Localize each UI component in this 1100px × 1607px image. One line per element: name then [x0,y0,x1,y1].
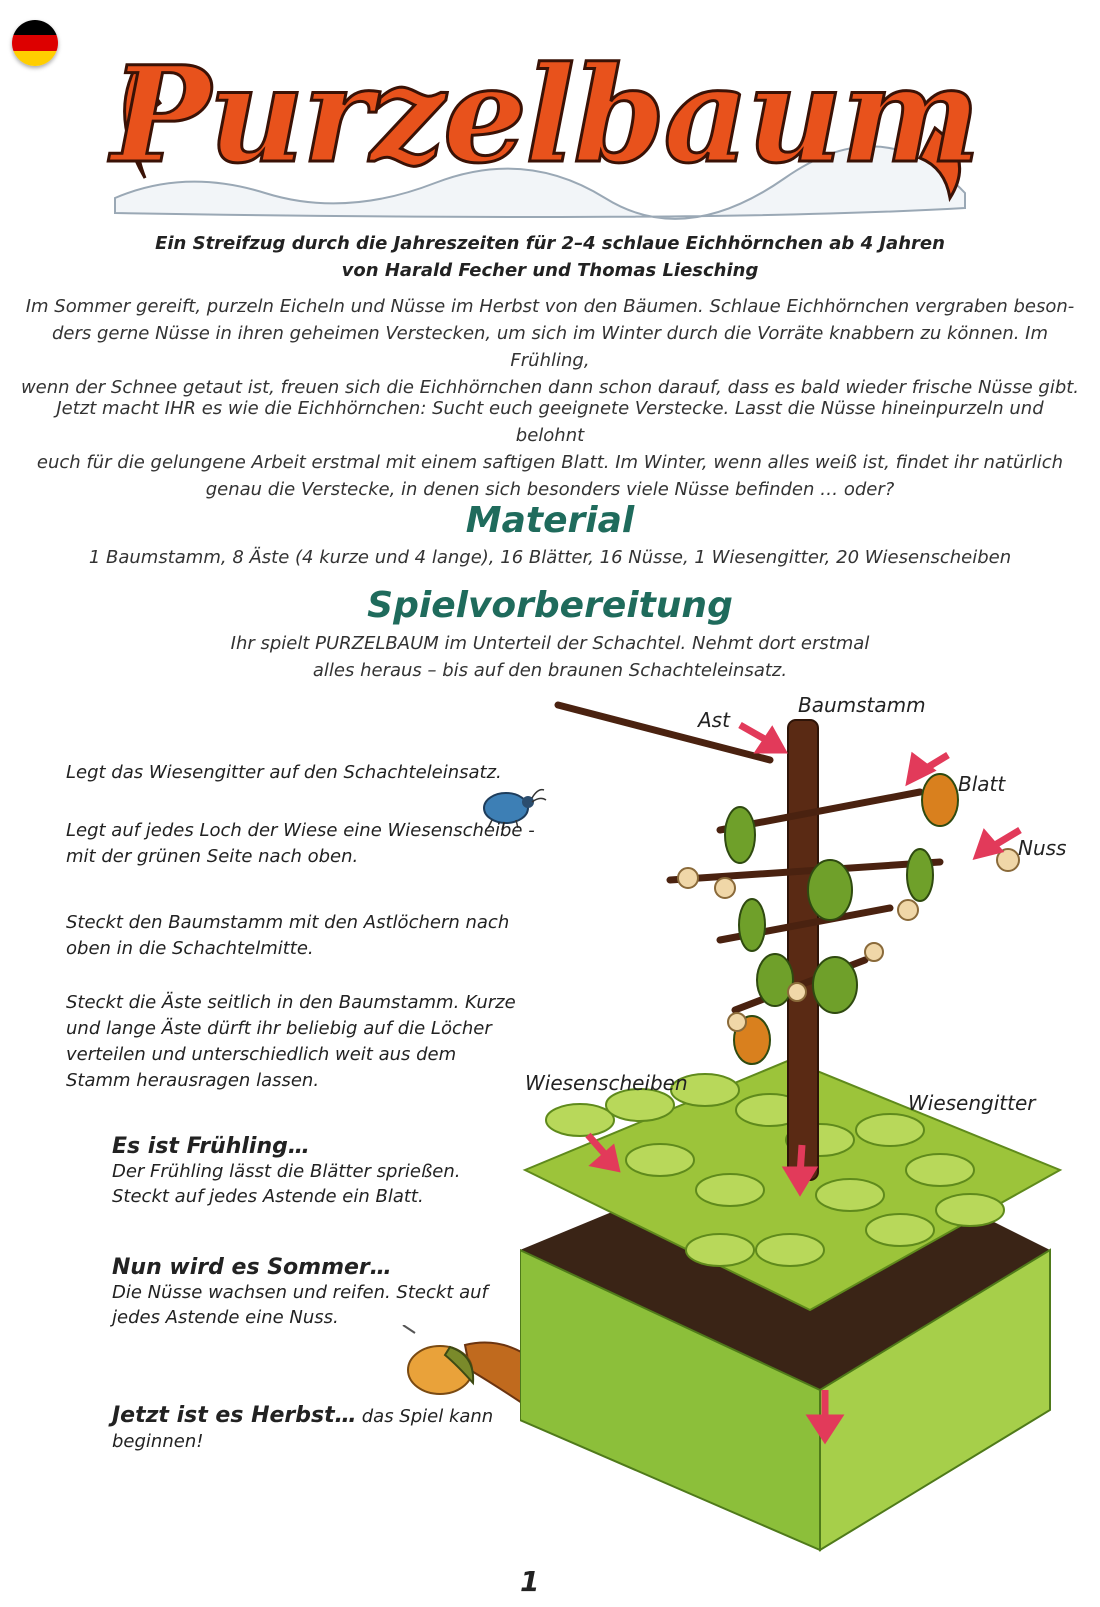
text-line: mit der grünen Seite nach oben. [66,846,359,867]
text-line: alles heraus – bis auf den braunen Schachteleinsatz. [312,660,788,681]
text-line: Legt auf jedes Loch der Wiese eine Wiesenscheibe - [66,820,535,841]
text-line: Stamm herausragen lassen. [66,1070,320,1091]
subtitle-line: Ein Streifzug durch die Jahreszeiten für 2–4 schlaue Eichhörnchen ab 4 Jahren [155,233,945,254]
label-blatt: Blatt [958,772,1006,796]
label-nuss: Nuss [1018,836,1067,860]
text-line: und lange Äste dürft ihr beliebig auf die Löcher [66,1018,492,1039]
text-line: genau die Verstecke, in denen sich besonders viele Nüsse befinden … oder? [205,479,895,500]
step-2 [66,818,536,870]
tree-trunk [788,720,818,1180]
step-3 [66,910,536,962]
text-line: Steckt die Äste seitlich in den Baumstamm. Kurze [66,992,516,1013]
germany-flag-icon [12,20,58,66]
text-line: wenn der Schnee getaut ist, freuen sich die Eichhörnchen dann schon darauf, dass es bald wieder frische Nüsse gibt. [20,377,1080,398]
summer-heading: Nun wird es Sommer… [112,1255,392,1280]
intro-paragraph-1 [20,293,1080,401]
autumn-text: das Spiel kann beginnen! [112,1406,494,1452]
label-ast: Ast [698,708,730,732]
text-line: euch für die gelungene Arbeit erstmal mit einem saftigen Blatt. Im Winter, wenn alles weiß ist, findet ihr natürlich [36,452,1064,473]
summer-section [112,1255,532,1330]
material-heading: Material [465,500,635,541]
text-line: ders gerne Nüsse in ihren geheimen Verstecken, um sich im Winter durch die Vorräte knabbern zu können. Im Frühling, [51,323,1049,371]
material-text: 1 Baumstamm, 8 Äste (4 kurze und 4 lange), 16 Blätter, 16 Nüsse, 1 Wiesengitter, 20 Wiesenscheiben [88,547,1012,568]
page-number: 1 [520,1565,540,1598]
spring-heading: Es ist Frühling… [112,1134,310,1159]
spring-section [112,1134,532,1209]
label-wiesenscheiben: Wiesenscheiben [525,1071,688,1095]
autumn-heading: Jetzt ist es Herbst… [112,1403,357,1428]
text-line: Jetzt macht IHR es wie die Eichhörnchen: Sucht euch geeignete Verstecke. Lasst die Nüsse hineinpurzeln und belohnt [56,398,1044,446]
text-line: Der Frühling lässt die Blätter sprießen. [112,1161,461,1182]
label-baumstamm: Baumstamm [798,693,926,717]
text-line: Steckt auf jedes Astende ein Blatt. [112,1186,424,1207]
logo-text: Purzelbaum [111,38,979,193]
authors-line: von Harald Fecher und Thomas Liesching [341,260,759,281]
text-line: verteilen und unterschiedlich weit aus dem [66,1044,457,1065]
label-wiesengitter: Wiesengitter [908,1091,1036,1115]
text-line: Im Sommer gereift, purzeln Eicheln und Nüsse im Herbst von den Bäumen. Schlaue Eichhörnchen vergraben beson- [25,296,1075,317]
text-line: Ihr spielt PURZELBAUM im Unterteil der Schachtel. Nehmt dort erstmal [230,633,870,654]
logo [105,8,985,223]
text-line: Die Nüsse wachsen und reifen. Steckt auf [112,1282,488,1303]
text-line: Steckt den Baumstamm mit den Astlöchern nach [66,912,510,933]
step-1: Legt das Wiesengitter auf den Schachteleinsatz. [66,762,502,783]
prep-text [0,630,1100,684]
subtitle [0,230,1100,284]
text-line: oben in die Schachtelmitte. [66,938,314,959]
text-line: jedes Astende eine Nuss. [112,1307,339,1328]
game-illustration [520,690,1080,1570]
intro-paragraph-2 [20,395,1080,503]
autumn-section [112,1403,562,1454]
prep-heading: Spielvorbereitung [367,585,733,626]
step-4 [66,990,536,1094]
